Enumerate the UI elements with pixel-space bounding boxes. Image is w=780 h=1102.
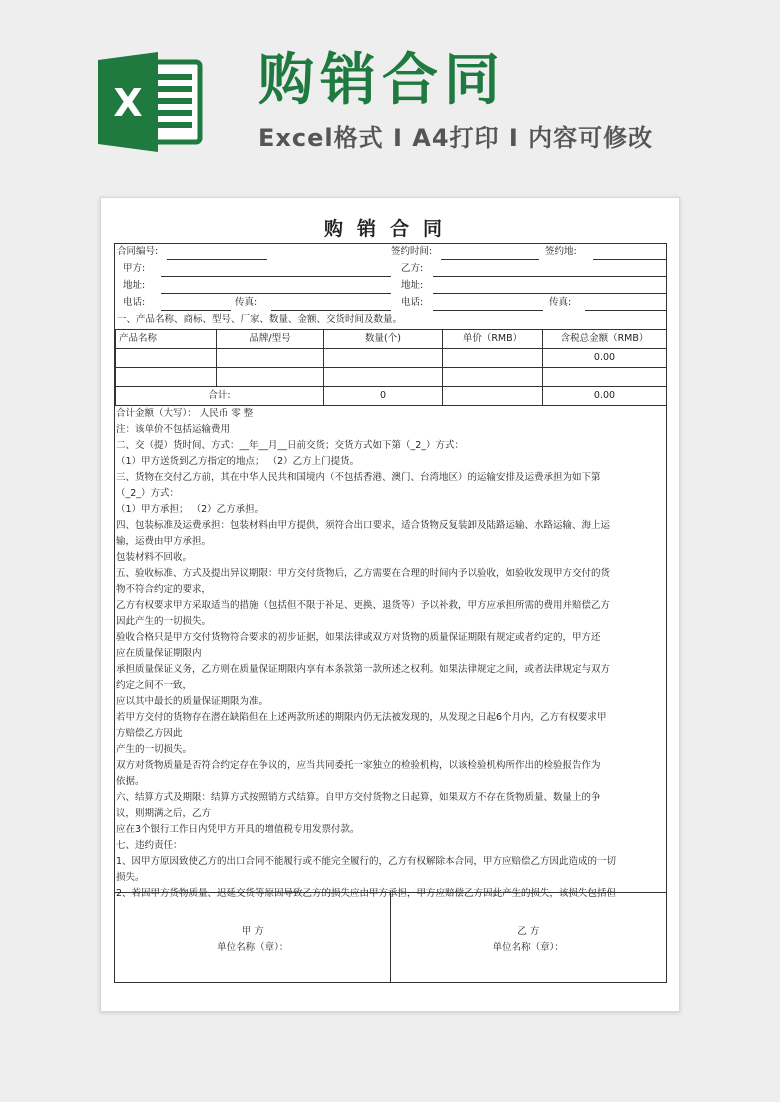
term-line: 四、包装标准及运费承担：包装材料由甲方提供，须符合出口要求，适合货物反复装卸及陆路运输、水路运输、海上运: [116, 520, 611, 531]
fax-b-field[interactable]: [585, 310, 666, 311]
term-line: 应以其中最长的质量保证期限为准。: [116, 696, 269, 707]
table-cell[interactable]: [324, 368, 443, 387]
term-line: 1、因甲方原因致使乙方的出口合同不能履行或不能完全履行的，乙方有权解除本合同，甲方应赔偿乙方因此造成的一切: [116, 856, 617, 867]
term-line: 产生的一切损失。: [116, 744, 193, 755]
party-a-field[interactable]: [161, 276, 391, 277]
party-b-unit-label: 单位名称（章）：: [492, 942, 564, 953]
subtotal-qty[interactable]: 0: [324, 387, 443, 406]
table-subtotal-row: [116, 387, 667, 406]
contract-sheet: [100, 197, 680, 1012]
term-line: （1）甲方承担； （2）乙方承担。: [116, 504, 265, 515]
term-line: 合计金额（大写）： 人民币 零 整: [116, 408, 254, 419]
address-b-field[interactable]: [433, 293, 666, 294]
table-cell[interactable]: [116, 349, 217, 368]
term-line: 双方对货物质量是否符合约定存在争议的，应当共同委托一家独立的检验机构，以该检验机构所作出的检验报告作为: [116, 760, 601, 771]
table-cell[interactable]: [443, 368, 543, 387]
term-line: 2、若因甲方货物质量、迟延交货等原因导致乙方的损失应由甲方承担，甲方应赔偿乙方因此产生的损失，该损失包括但: [116, 888, 617, 899]
term-line: 六、结算方式及期限：结算方式按照销方式结算。自甲方交付货物之日起算，如果双方不存在货物质量、数量上的争: [116, 792, 601, 803]
table-cell[interactable]: [443, 349, 543, 368]
party-b-title: 乙 方: [517, 926, 540, 937]
document-title: 购销合同: [323, 218, 456, 240]
subtotal-amount[interactable]: 0.00: [543, 387, 667, 406]
term-line: 七、违约责任：: [116, 840, 183, 851]
table-header-cell: 单价（RMB）: [443, 330, 543, 349]
party-b-signature[interactable]: [391, 924, 667, 956]
table-header-cell: 产品名称: [116, 330, 217, 349]
term-line: 验收合格只是甲方交付货物符合要求的初步证据，如果法律或双方对货物的质量保证期限有规定或者约定的，甲方还: [116, 632, 601, 643]
term-line: 包装材料不回收。: [116, 552, 193, 563]
term-line: 五、验收标准、方式及提出异议期限：甲方交付货物后，乙方需要在合理的时间内予以验收，如验收发现甲方交付的货: [116, 568, 611, 579]
table-cell[interactable]: [217, 368, 324, 387]
sign-time-label: 签约时间:: [391, 246, 433, 257]
table-cell[interactable]: [116, 368, 217, 387]
term-line: （1）甲方送货到乙方指定的地点； （2）乙方上门提货。: [116, 456, 360, 467]
table-header-cell: 含税总金额（RMB）: [543, 330, 667, 349]
term-line: 方赔偿乙方因此: [116, 728, 183, 739]
table-header-cell: 品牌/型号: [217, 330, 324, 349]
party-a-signature[interactable]: [115, 924, 391, 956]
table-header-cell: 数量(个): [324, 330, 443, 349]
party-b-field[interactable]: [433, 276, 666, 277]
phone-b-field[interactable]: [433, 310, 543, 311]
address-a-label: 地址:: [123, 280, 146, 291]
excel-logo-icon: [98, 52, 203, 152]
term-line: 议，则期满之后，乙方: [116, 808, 212, 819]
term-line: 输，运费由甲方承担。: [116, 536, 212, 547]
term-line: 若甲方交付的货物存在潜在缺陷但在上述两款所述的期限内仍无法被发现的，从发现之日起6个月内，乙方有权要求甲: [116, 712, 607, 723]
table-cell[interactable]: [217, 349, 324, 368]
party-a-unit-label: 单位名称（章）：: [217, 942, 289, 953]
party-a-title: 甲 方: [241, 926, 264, 937]
product-table: [115, 329, 667, 406]
term-line: 二、交（提）货时间、方式：__年__月__日前交货；交货方式如下第（_2_）方式：: [116, 440, 465, 451]
table-row: [116, 368, 667, 387]
signature-block: [115, 892, 666, 982]
banner-subtitle: Excel格式 Ⅰ A4打印 Ⅰ 内容可修改: [258, 124, 654, 152]
phone-a-field[interactable]: [161, 310, 231, 311]
term-line: 约定之间不一致，: [116, 680, 193, 691]
address-a-field[interactable]: [161, 293, 391, 294]
sign-place-field[interactable]: [593, 259, 666, 260]
term-line: 损失。: [116, 872, 145, 883]
table-header-row: [116, 330, 667, 349]
term-line: 乙方有权要求甲方采取适当的措施（包括但不限于补足、更换、退货等）予以补救，甲方应承担所需的费用并赔偿乙方: [116, 600, 611, 611]
term-line: 三、货物在交付乙方前，其在中华人民共和国境内（不包括香港、澳门、台湾地区）的运输安排及运费承担为如下第: [116, 472, 601, 483]
phone-a-label: 电话:: [123, 297, 146, 308]
table-cell[interactable]: [324, 349, 443, 368]
excel-logo-letter: X: [113, 81, 143, 125]
party-a-label: 甲方:: [123, 263, 146, 274]
contract-no-label: 合同编号:: [117, 246, 159, 257]
term-line: 应在质量保证期限内: [116, 648, 202, 659]
section-1-heading: 一、产品名称、商标、型号、厂家、数量、金额、交货时间及数量。: [117, 314, 403, 325]
phone-b-label: 电话:: [401, 297, 424, 308]
table-cell-total[interactable]: 0.00: [543, 349, 667, 368]
sign-time-field[interactable]: [441, 259, 539, 260]
term-line: （_2_）方式：: [116, 488, 180, 499]
subtotal-label: 合计:: [116, 387, 324, 406]
sign-place-label: 签约地:: [545, 246, 577, 257]
contract-form: [114, 243, 667, 983]
term-line: 因此产生的一切损失。: [116, 616, 212, 627]
term-line: 注：该单价不包括运输费用: [116, 424, 231, 435]
fax-a-field[interactable]: [271, 310, 391, 311]
term-line: 依据。: [116, 776, 145, 787]
party-b-label: 乙方:: [401, 263, 424, 274]
banner-title: 购销合同: [258, 48, 506, 113]
term-line: 物不符合约定的要求，: [116, 584, 212, 595]
contract-terms: [116, 406, 664, 899]
term-line: 应在3个银行工作日内凭甲方开具的增值税专用发票付款。: [116, 824, 360, 835]
fax-b-label: 传真:: [549, 297, 572, 308]
table-cell[interactable]: [443, 387, 543, 406]
fax-a-label: 传真:: [235, 297, 258, 308]
address-b-label: 地址:: [401, 280, 424, 291]
contract-no-field[interactable]: [167, 259, 267, 260]
term-line: 承担质量保证义务，乙方则在质量保证期限内享有本条款第一款所述之权利。如果法律规定之间，或者法律规定与双方: [116, 664, 611, 675]
table-row: [116, 349, 667, 368]
promo-banner: [0, 0, 780, 196]
table-cell[interactable]: [543, 368, 667, 387]
